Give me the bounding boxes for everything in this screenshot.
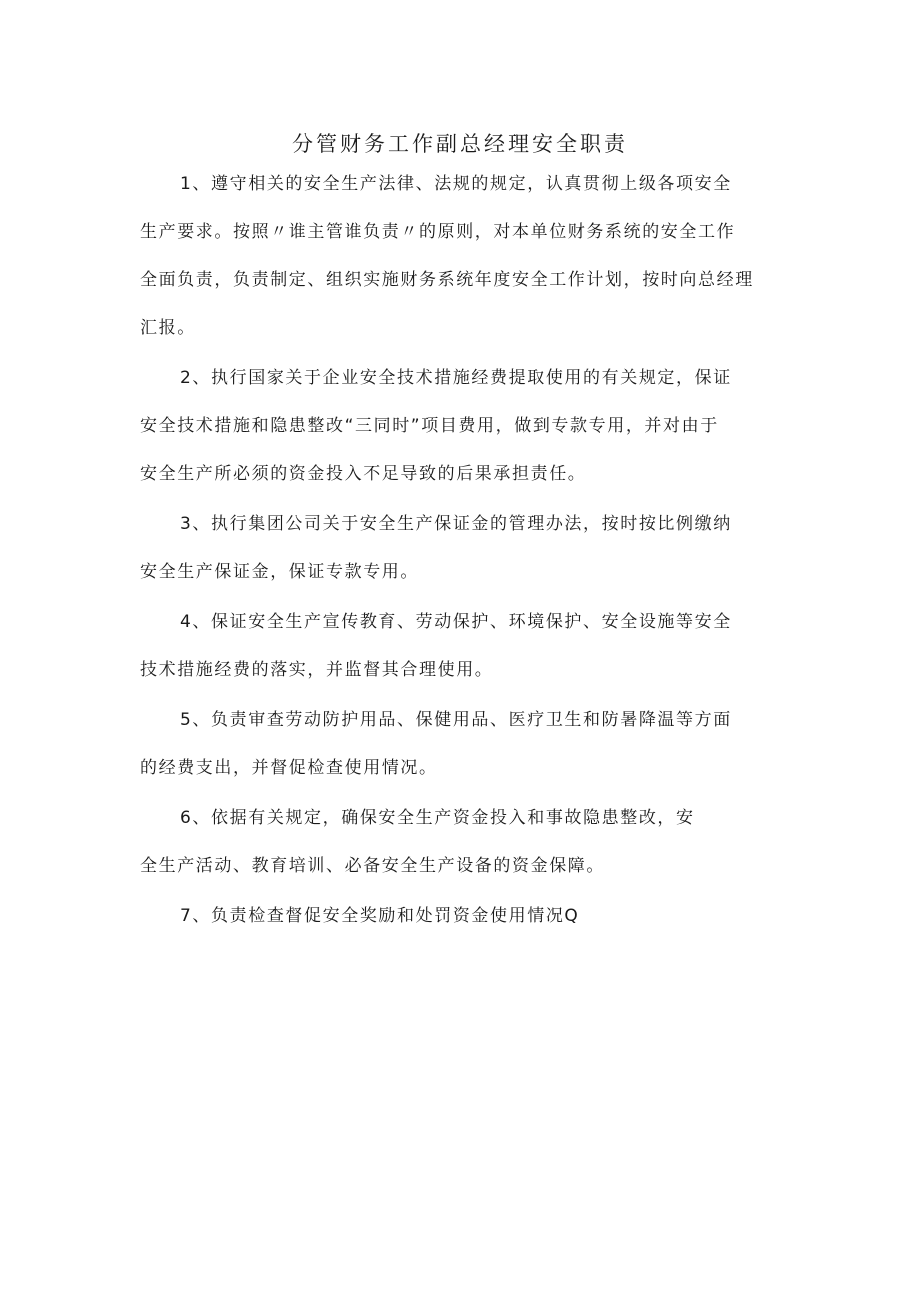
duty-item-7 [140, 892, 782, 940]
duty-item-3 [140, 500, 782, 596]
duty-item-5-line-1: 5、负责审查劳动防护用品、保健用品、医疗卫生和防暑降温等方面 [180, 710, 732, 730]
duty-item-6-line-1: 6、依据有关规定，确保安全生产资金投入和事故隐患整改，安 [180, 808, 695, 828]
duty-item-2-line-2: 安全技术措施和隐患整改“三同时”项目费用，做到专款专用，并对由于 [140, 416, 719, 436]
duty-item-1-line-1: 1、遵守相关的安全生产法律、法规的规定，认真贯彻上级各项安全 [180, 174, 732, 194]
duty-item-3-line-1: 3、执行集团公司关于安全生产保证金的管理办法，按时按比例缴纳 [180, 514, 732, 534]
duty-item-3-line-2: 安全生产保证金，保证专款专用。 [140, 562, 419, 582]
duty-item-5-line-2: 的经费支出，并督促检查使用情况。 [140, 758, 438, 778]
duty-item-4-line-1: 4、保证安全生产宣传教育、劳动保护、环境保护、安全设施等安全 [180, 612, 732, 632]
duty-item-7-line-1: 7、负责检查督促安全奖励和处罚资金使用情况Q [180, 906, 580, 926]
duty-item-2-line-3: 安全生产所必须的资金投入不足导致的后果承担责任。 [140, 464, 587, 484]
duty-item-2-line-1: 2、执行国家关于企业安全技术措施经费提取使用的有关规定，保证 [180, 368, 732, 388]
duty-item-1-line-3: 全面负责，负责制定、组织实施财务系统年度安全工作计划，按时向总经理 [140, 270, 754, 290]
duty-item-2 [140, 354, 782, 498]
duty-item-5 [140, 696, 782, 792]
duty-item-4-line-2: 技术措施经费的落实，并监督其合理使用。 [140, 660, 494, 680]
duty-item-6 [140, 794, 782, 890]
duty-item-1 [140, 160, 782, 352]
document-body [140, 160, 782, 940]
document-title: 分管财务工作副总经理安全职责 [292, 132, 628, 157]
duty-item-4 [140, 598, 782, 694]
duty-item-6-line-2: 全生产活动、教育培训、必备安全生产设备的资金保障。 [140, 856, 605, 876]
duty-item-1-line-2: 生产要求。按照〃谁主管谁负责〃的原则，对本单位财务系统的安全工作 [140, 222, 736, 242]
duty-item-1-line-4: 汇报。 [140, 318, 196, 338]
